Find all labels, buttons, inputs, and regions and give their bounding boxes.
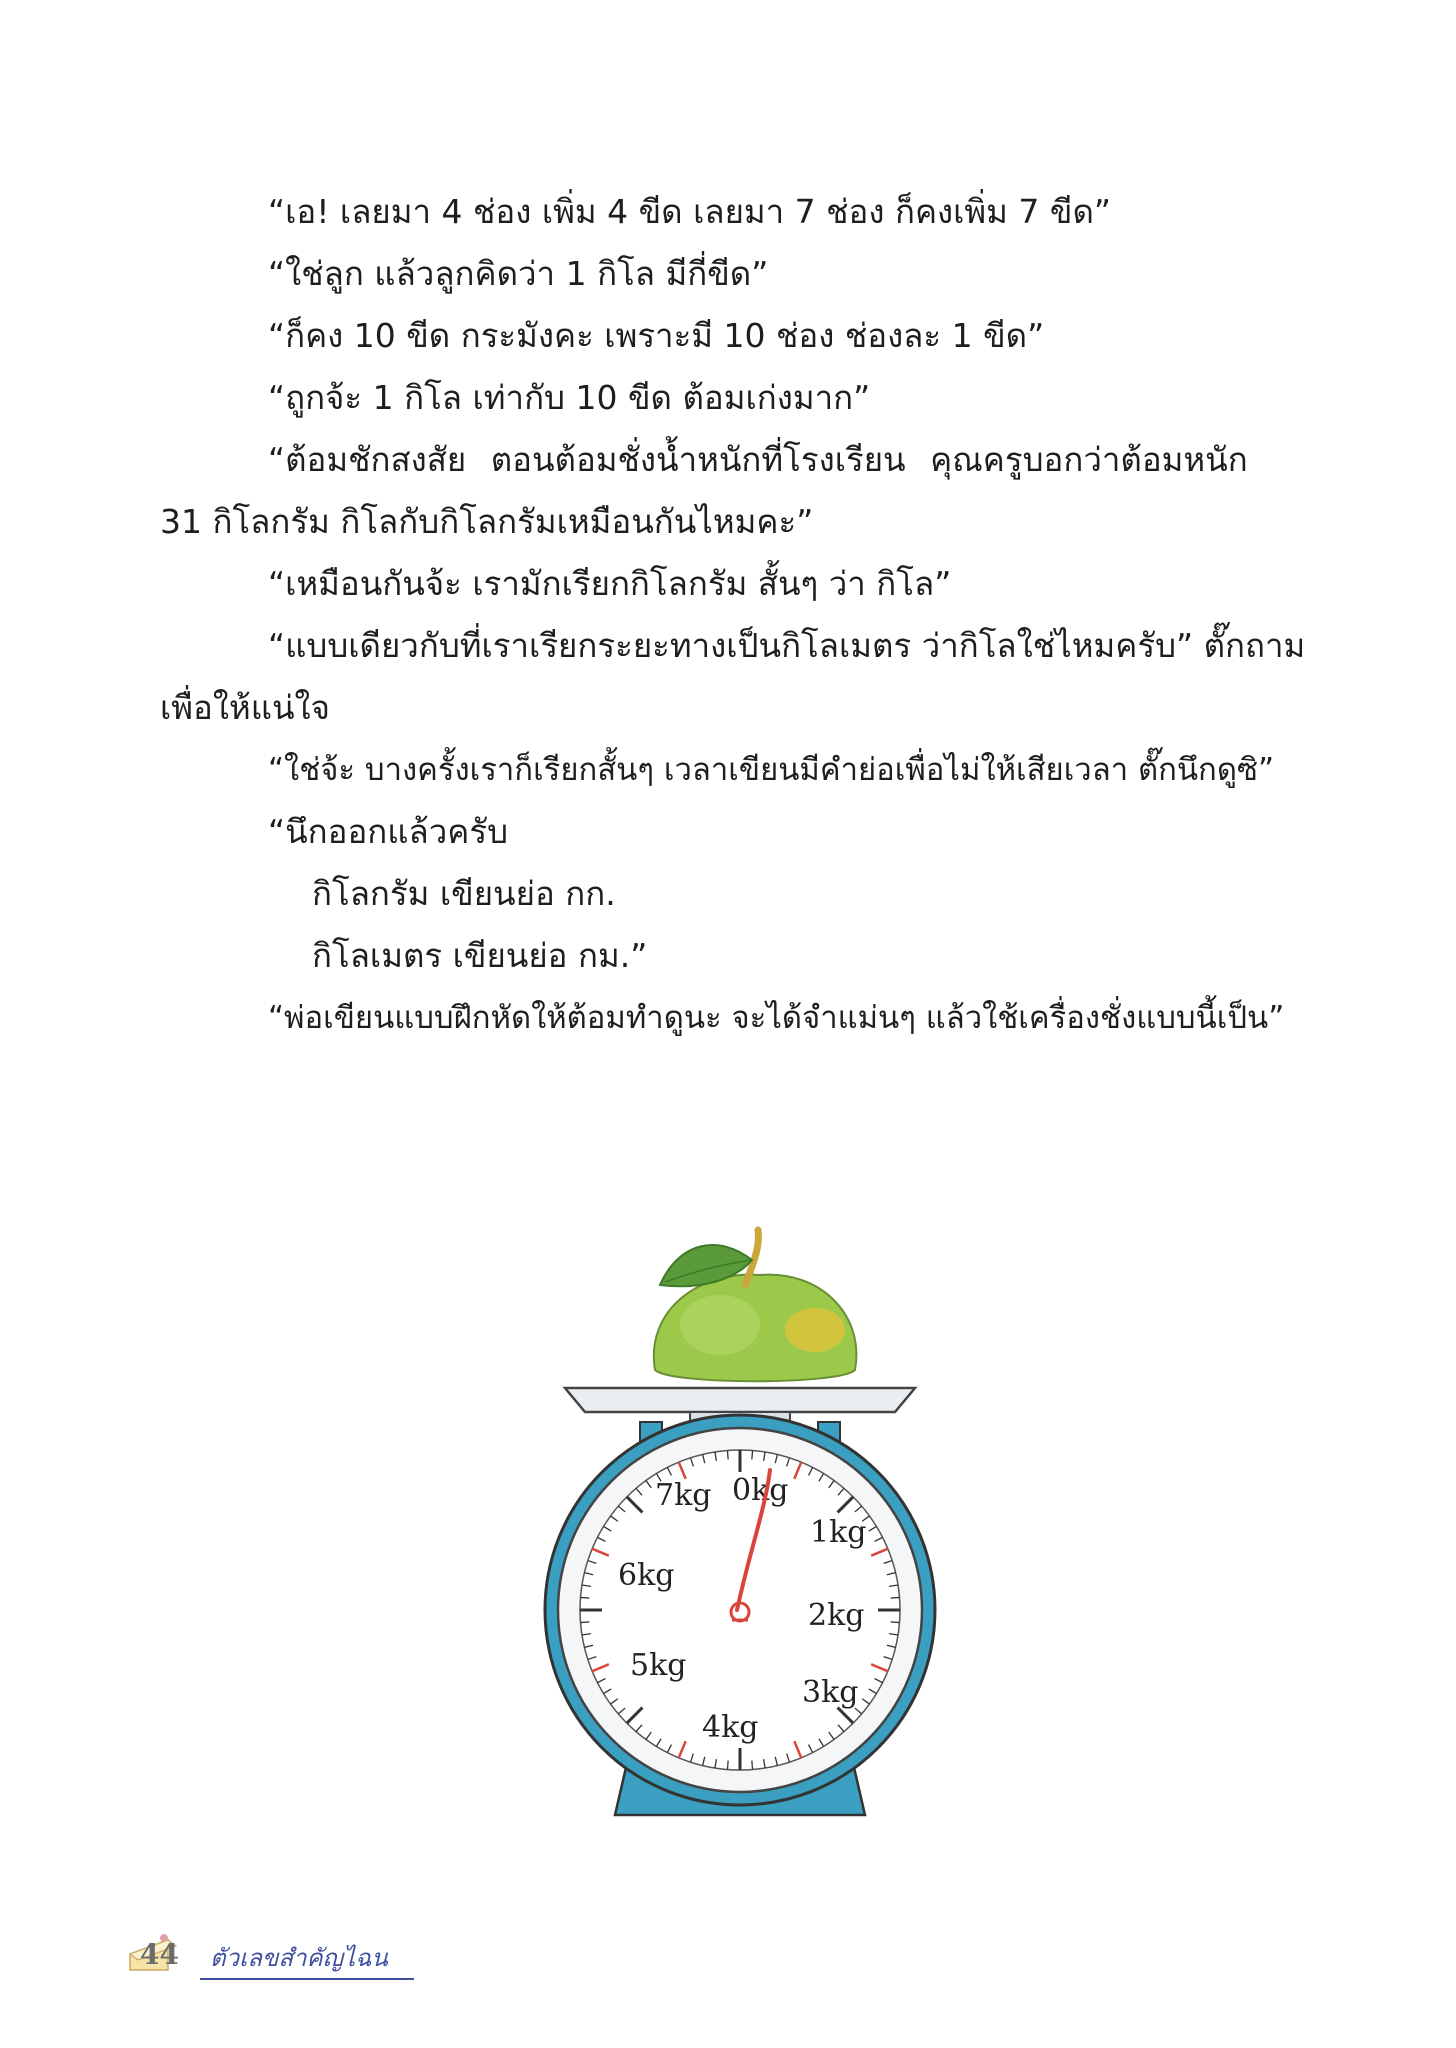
dial-tick	[752, 1450, 753, 1459]
dial-tick	[891, 1597, 900, 1598]
text-line: “ใช่ลูก แล้วลูกคิดว่า 1 กิโล มีกี่ขีด”	[268, 254, 769, 293]
text-line: “ต้อมชักสงสัย ตอนต้อมชั่งน้ำหนักที่โรงเรียน คุณครูบอกว่าต้อมหนัก	[268, 440, 1248, 479]
dial-tick	[580, 1597, 589, 1598]
dial-tick	[891, 1622, 900, 1623]
text-line: “ใช่จ้ะ บางครั้งเราก็เรียกสั้นๆ เวลาเขียนมีคำย่อเพื่อไม่ให้เสียเวลา ตั๊กนึกดูซิ”	[268, 752, 1275, 788]
text-line: “นึกออกแล้วครับ	[268, 812, 509, 851]
dial-label-0kg: 0kg	[732, 1473, 789, 1508]
kitchen-scale-illustration	[520, 1150, 960, 1860]
text-line: กิโลเมตร เขียนย่อ กม.”	[312, 936, 648, 975]
text-line: กิโลกรัม เขียนย่อ กก.	[312, 874, 616, 913]
footer-underline	[200, 1978, 414, 1980]
text-line: “พ่อเขียนแบบฝึกหัดให้ต้อมทำดูนะ จะได้จำแม่นๆ แล้วใช้เครื่องชั่งแบบนี้เป็น”	[268, 1000, 1285, 1036]
scale-dial	[545, 1415, 935, 1805]
dial-label-7kg: 7kg	[655, 1478, 712, 1513]
dial-label-6kg: 6kg	[618, 1558, 675, 1593]
text-line: 31 กิโลกรัม กิโลกับกิโลกรัมเหมือนกันไหมคะ”	[160, 502, 814, 541]
text-line: “แบบเดียวกับที่เราเรียกระยะทางเป็นกิโลเมตร ว่ากิโลใช่ไหมครับ” ตั๊กถาม	[268, 626, 1306, 665]
text-line: “ก็คง 10 ขีด กระมังคะ เพราะมี 10 ช่อง ช่องละ 1 ขีด”	[268, 316, 1045, 355]
text-line: เพื่อให้แน่ใจ	[160, 688, 330, 727]
dial-tick	[580, 1622, 589, 1623]
kitchen-scale-svg	[520, 1150, 960, 1860]
fruit-image	[654, 1230, 857, 1381]
dial-label-4kg: 4kg	[702, 1710, 759, 1745]
dial-label-1kg: 1kg	[810, 1515, 867, 1550]
dial-tick	[727, 1450, 728, 1459]
dial-tick	[727, 1761, 728, 1770]
book-title: ตัวเลขสำคัญไฉน	[210, 1944, 388, 1972]
dial-tick	[752, 1761, 753, 1770]
dial-label-3kg: 3kg	[802, 1675, 859, 1710]
dial-label-5kg: 5kg	[630, 1648, 687, 1683]
page-number: 44	[140, 1938, 179, 1971]
text-line: “เหมือนกันจ้ะ เรามักเรียกกิโลกรัม สั้นๆ ว่า กิโล”	[268, 564, 952, 603]
dial-label-2kg: 2kg	[808, 1598, 865, 1633]
text-line: “เอ! เลยมา 4 ช่อง เพิ่ม 4 ขีด เลยมา 7 ช่อง ก็คงเพิ่ม 7 ขีด”	[268, 192, 1111, 231]
text-line: “ถูกจ้ะ 1 กิโล เท่ากับ 10 ขีด ต้อมเก่งมาก”	[268, 378, 871, 417]
